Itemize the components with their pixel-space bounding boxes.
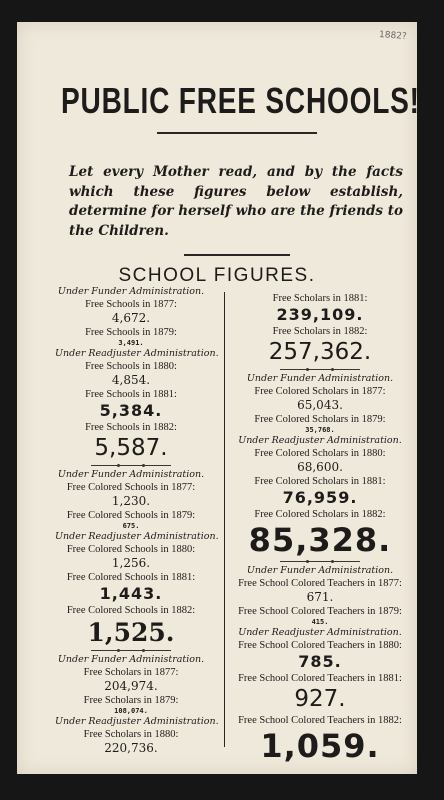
administration-heading: Under Funder Administration. — [57, 286, 205, 297]
administration-heading: Under Funder Administration. — [246, 565, 394, 576]
figure-value: 3,491. — [118, 339, 144, 347]
figure-value: 671. — [306, 590, 334, 604]
figure-value: 1,230. — [111, 494, 151, 508]
figure-label: Free School Colored Teachers in 1880: — [238, 640, 402, 651]
figure-label: Free Scholars in 1880: — [83, 729, 179, 740]
figure-value: 1,443. — [99, 584, 163, 603]
broadside-sheet — [17, 22, 420, 774]
intro-rule — [184, 254, 290, 256]
right-figures-column — [231, 292, 409, 765]
figure-value: 4,854. — [111, 373, 151, 387]
figure-label: Free School Colored Teachers in 1879: — [238, 606, 402, 617]
figure-value: 927. — [294, 686, 346, 712]
figure-label: Free Schools in 1881: — [85, 389, 177, 400]
figure-value: 108,074. — [114, 707, 148, 715]
administration-heading: Under Readjuster Administration. — [238, 435, 402, 446]
page-title: PUBLIC FREE SCHOOLS! — [61, 80, 420, 121]
figure-label: Free Scholars in 1881: — [272, 293, 368, 304]
figure-label: Free Schools in 1877: — [85, 299, 177, 310]
figure-value: 257,362. — [268, 339, 372, 365]
administration-heading: Under Readjuster Administration. — [55, 531, 219, 542]
column-divider — [224, 292, 225, 747]
figure-value: 85,328. — [248, 521, 392, 559]
figure-label: Free Scholars in 1877: — [83, 667, 179, 678]
figure-label: Free Colored Scholars in 1879: — [254, 414, 386, 425]
figure-value: 65,043. — [297, 398, 343, 412]
figure-label: Free Colored Scholars in 1880: — [254, 448, 386, 459]
ornamental-divider — [91, 465, 171, 466]
figure-value: 76,959. — [282, 488, 358, 507]
figure-label: Free Colored Schools in 1881: — [66, 572, 196, 583]
administration-heading: Under Readjuster Administration. — [55, 716, 219, 727]
figure-value: 4,672. — [111, 311, 151, 325]
figure-label: Free Colored Scholars in 1881: — [254, 476, 386, 487]
figure-label: Free Colored Schools in 1877: — [66, 482, 196, 493]
figure-value: 68,600. — [297, 460, 343, 474]
administration-heading: Under Readjuster Administration. — [238, 627, 402, 638]
figure-label: Free Colored Scholars in 1877: — [254, 386, 386, 397]
pencil-note: 1882? — [378, 30, 408, 42]
figure-value: 675. — [122, 522, 140, 530]
figure-value: 785. — [298, 652, 342, 671]
left-figures-column — [55, 286, 219, 756]
title-rule — [157, 132, 317, 134]
intro-paragraph: Let every Mother read, and by the facts which these figures below establish, determine for herself who are the friends to the Children. — [69, 164, 403, 239]
figure-label: Free Colored Schools in 1882: — [66, 605, 196, 616]
figure-value: 5,587. — [94, 435, 168, 461]
figure-value: 220,736. — [104, 741, 158, 755]
figure-value: 1,256. — [111, 556, 151, 570]
figure-label: Free School Colored Teachers in 1881: — [238, 673, 402, 684]
figure-value: 5,384. — [99, 401, 163, 420]
figure-label: Free Colored Scholars in 1882: — [254, 509, 386, 520]
administration-heading: Under Funder Administration. — [57, 654, 205, 665]
figure-label: Free School Colored Teachers in 1882: — [238, 715, 402, 726]
ornamental-divider — [91, 650, 171, 651]
figure-label: Free Scholars in 1879: — [83, 695, 179, 706]
section-heading: SCHOOL FIGURES. — [118, 265, 316, 286]
figure-value: 239,109. — [276, 305, 364, 324]
figure-value: 1,525. — [87, 618, 175, 647]
figure-label: Free Schools in 1879: — [85, 327, 177, 338]
administration-heading: Under Readjuster Administration. — [55, 348, 219, 359]
figure-label: Free Scholars in 1882: — [272, 326, 368, 337]
figure-label: Free Colored Schools in 1879: — [66, 510, 196, 521]
figure-label: Free Schools in 1880: — [85, 361, 177, 372]
ornamental-divider — [280, 561, 360, 562]
ornamental-divider — [280, 369, 360, 370]
figure-value: 1,059. — [260, 727, 380, 765]
administration-heading: Under Funder Administration. — [57, 469, 205, 480]
figure-label: Free Schools in 1882: — [85, 422, 177, 433]
figure-value: 35,768. — [305, 426, 335, 434]
figure-value: 204,974. — [104, 679, 158, 693]
administration-heading: Under Funder Administration. — [246, 373, 394, 384]
figure-label: Free Colored Schools in 1880: — [66, 544, 196, 555]
figure-value: 415. — [311, 618, 329, 626]
figure-label: Free School Colored Teachers in 1877: — [238, 578, 402, 589]
